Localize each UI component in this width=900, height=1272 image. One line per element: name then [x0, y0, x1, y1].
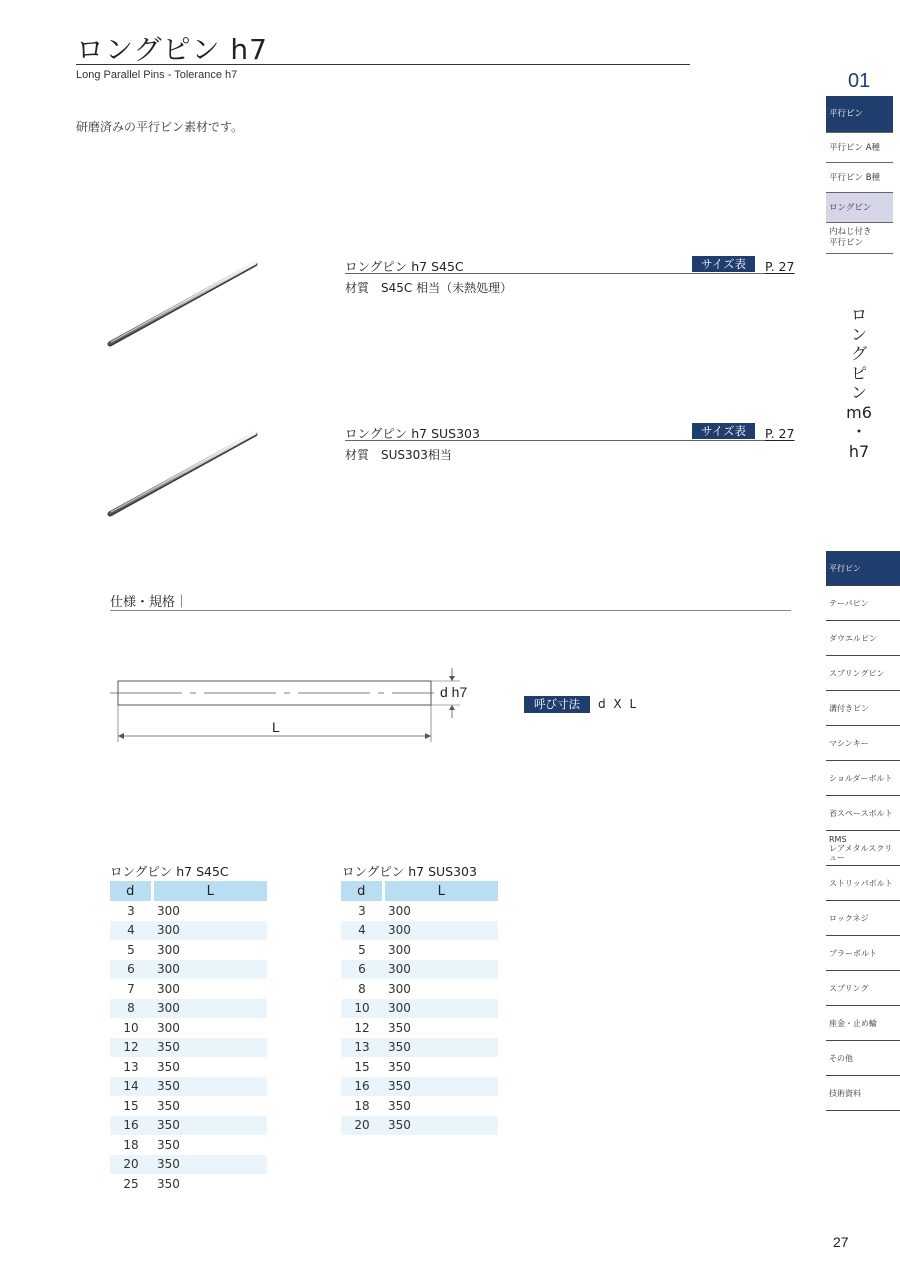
table-title-s45c: ロングピン h7 S45C — [110, 864, 229, 879]
pin-dimension-diagram — [110, 660, 490, 750]
cell-d: 14 — [110, 1077, 152, 1097]
cell-l: 350 — [157, 1137, 180, 1152]
cell-l: 300 — [157, 903, 180, 918]
table-row — [110, 1174, 267, 1194]
sidebar-subitem-type-a[interactable]: 平行ピン A種 — [826, 133, 893, 163]
vertical-char: ピ — [850, 363, 867, 383]
product-rule — [345, 440, 791, 441]
cell-l: 350 — [388, 1098, 411, 1113]
table-row — [341, 1077, 498, 1097]
cell-d: 20 — [110, 1155, 152, 1175]
cell-d: 5 — [358, 942, 366, 957]
nav-item[interactable]: プラーボルト — [826, 936, 900, 971]
table-row — [110, 960, 267, 980]
cell-l: 300 — [157, 1020, 180, 1035]
table-row — [110, 1077, 267, 1097]
table-row — [110, 1057, 267, 1077]
cell-d: 3 — [358, 903, 366, 918]
table-row — [341, 1018, 498, 1038]
cell-l: 350 — [388, 1020, 411, 1035]
nav-item[interactable]: 省スペースボルト — [826, 796, 900, 831]
cell-l: 350 — [152, 1116, 267, 1136]
table-row — [110, 940, 267, 960]
vertical-section-label — [845, 305, 873, 461]
cell-d: 13 — [341, 1038, 383, 1058]
cell-l: 300 — [383, 921, 498, 941]
page-ref-link[interactable]: P. 27 — [765, 426, 795, 441]
column-header-d: d — [110, 881, 152, 901]
nav-item[interactable]: マシンキー — [826, 726, 900, 761]
nav-item[interactable]: ロックネジ — [826, 901, 900, 936]
cell-d: 12 — [354, 1020, 370, 1035]
column-header-l: L — [383, 881, 498, 901]
table-row — [110, 1135, 267, 1155]
cell-l: 350 — [388, 1059, 411, 1074]
table-title-sus303: ロングピン h7 SUS303 — [342, 864, 477, 879]
pin-image-sus303 — [105, 428, 260, 518]
cell-d: 15 — [354, 1059, 370, 1074]
cell-d: 25 — [123, 1176, 139, 1191]
cell-d: 3 — [127, 903, 135, 918]
cell-d: 8 — [110, 999, 152, 1019]
table-row — [341, 901, 498, 921]
cell-l: 300 — [383, 960, 498, 980]
cell-l: 300 — [388, 942, 411, 957]
cell-l: 350 — [157, 1098, 180, 1113]
cell-l: 300 — [152, 921, 267, 941]
product-title: ロングピン h7 S45C — [345, 259, 464, 274]
cell-d: 5 — [127, 942, 135, 957]
cell-l: 350 — [383, 1116, 498, 1136]
call-dimension-value: d X L — [598, 697, 639, 711]
table-row — [110, 999, 267, 1019]
cell-d: 13 — [123, 1059, 139, 1074]
cell-d: 10 — [341, 999, 383, 1019]
cell-d: 6 — [110, 960, 152, 980]
nav-item[interactable]: その他 — [826, 1041, 900, 1076]
nav-item[interactable]: スプリング — [826, 971, 900, 1006]
cell-l: 350 — [152, 1038, 267, 1058]
nav-item[interactable]: RMS レアメタルスクリュー — [826, 831, 900, 866]
sidebar-subitem-type-b[interactable]: 平行ピン B種 — [826, 163, 893, 193]
column-header-l: L — [152, 881, 267, 901]
nav-item[interactable]: スプリングピン — [826, 656, 900, 691]
nav-item[interactable]: 座金・止め輪 — [826, 1006, 900, 1041]
nav-item[interactable]: 溝付きピン — [826, 691, 900, 726]
nav-item[interactable]: ショルダーボルト — [826, 761, 900, 796]
cell-l: 300 — [152, 999, 267, 1019]
table-row — [341, 1038, 498, 1058]
cell-l: 300 — [388, 981, 411, 996]
cell-d: 15 — [123, 1098, 139, 1113]
vertical-char: ン — [850, 383, 867, 402]
column-header-d: d — [341, 881, 383, 901]
cell-d: 10 — [123, 1020, 139, 1035]
spec-heading: 仕様・規格｜ — [110, 595, 189, 610]
cell-d: 12 — [110, 1038, 152, 1058]
nav-item[interactable]: 技術資料 — [826, 1076, 900, 1111]
size-table-sus303 — [341, 881, 498, 1135]
size-table-badge[interactable]: サイズ表 — [692, 423, 755, 439]
product-rule — [345, 273, 791, 274]
cell-l: 300 — [157, 981, 180, 996]
table-row — [110, 1038, 267, 1058]
page-title: ロングピン h7 — [76, 33, 268, 66]
table-row — [341, 1057, 498, 1077]
cell-d: 16 — [341, 1077, 383, 1097]
vertical-char: グ — [850, 344, 867, 363]
nav-item[interactable]: ストリッパボルト — [826, 866, 900, 901]
table-row — [110, 1018, 267, 1038]
cell-l: 300 — [157, 942, 180, 957]
cell-d: 7 — [127, 981, 135, 996]
vertical-char: ・ — [850, 422, 867, 441]
cell-l: 300 — [383, 999, 498, 1019]
title-rule — [76, 64, 690, 65]
cell-d: 8 — [358, 981, 366, 996]
product-title: ロングピン h7 SUS303 — [345, 426, 480, 441]
vertical-char: ロ — [850, 305, 867, 324]
table-row — [341, 1116, 498, 1136]
table-row — [341, 1096, 498, 1116]
cell-l: 350 — [152, 1155, 267, 1175]
table-row — [341, 921, 498, 941]
call-dimension-label: 呼び寸法 — [524, 696, 590, 713]
nav-item[interactable]: テーパピン — [826, 586, 900, 621]
cell-l: 300 — [152, 960, 267, 980]
cell-d: 20 — [341, 1116, 383, 1136]
pin-image-s45c — [105, 258, 260, 348]
cell-d: 4 — [110, 921, 152, 941]
cell-d: 18 — [354, 1098, 370, 1113]
table-body — [110, 901, 267, 1194]
nav-item[interactable]: 平行ピン — [826, 551, 900, 586]
vertical-char: h7 — [848, 441, 870, 461]
size-table-s45c — [110, 881, 267, 1194]
vertical-char: ン — [850, 324, 867, 344]
page-number: 27 — [833, 1234, 849, 1250]
page-ref-link[interactable]: P. 27 — [765, 259, 795, 274]
material-text: 材質 SUS303相当 — [345, 448, 452, 462]
table-row — [341, 979, 498, 999]
intro-text: 研磨済みの平行ピン素材です。 — [76, 120, 244, 134]
cell-l: 350 — [383, 1038, 498, 1058]
sidebar-subitem-long-pin[interactable]: ロングピン — [826, 193, 893, 223]
cell-d: 18 — [123, 1137, 139, 1152]
cell-d: 6 — [341, 960, 383, 980]
table-row — [110, 921, 267, 941]
nav-item[interactable]: ダウエルピン — [826, 621, 900, 656]
cell-l: 350 — [157, 1176, 180, 1191]
sidebar-subitem-parallel-pin[interactable]: 平行ピン — [826, 96, 893, 133]
material-text: 材質 S45C 相当（未熱処理） — [345, 281, 513, 295]
cell-l: 350 — [383, 1077, 498, 1097]
table-row — [341, 960, 498, 980]
cell-l: 350 — [157, 1059, 180, 1074]
table-row — [110, 1116, 267, 1136]
size-table-badge[interactable]: サイズ表 — [692, 256, 755, 272]
category-number: 01 — [848, 70, 871, 92]
diagram-d-label: d h7 — [440, 684, 468, 700]
sidebar-subitem-internal-thread[interactable]: 内ねじ付き 平行ピン — [826, 223, 893, 254]
page-subtitle: Long Parallel Pins - Tolerance h7 — [76, 69, 238, 81]
table-row — [341, 940, 498, 960]
spec-rule — [110, 610, 791, 611]
cell-d: 16 — [110, 1116, 152, 1136]
table-row — [110, 901, 267, 921]
table-row — [110, 979, 267, 999]
cell-l: 300 — [388, 903, 411, 918]
table-row — [110, 1096, 267, 1116]
vertical-char: m6 — [846, 402, 872, 422]
diagram-l-label: L — [272, 719, 280, 735]
table-row — [341, 999, 498, 1019]
cell-d: 4 — [341, 921, 383, 941]
table-row — [110, 1155, 267, 1175]
cell-l: 350 — [152, 1077, 267, 1097]
table-body — [341, 901, 498, 1135]
